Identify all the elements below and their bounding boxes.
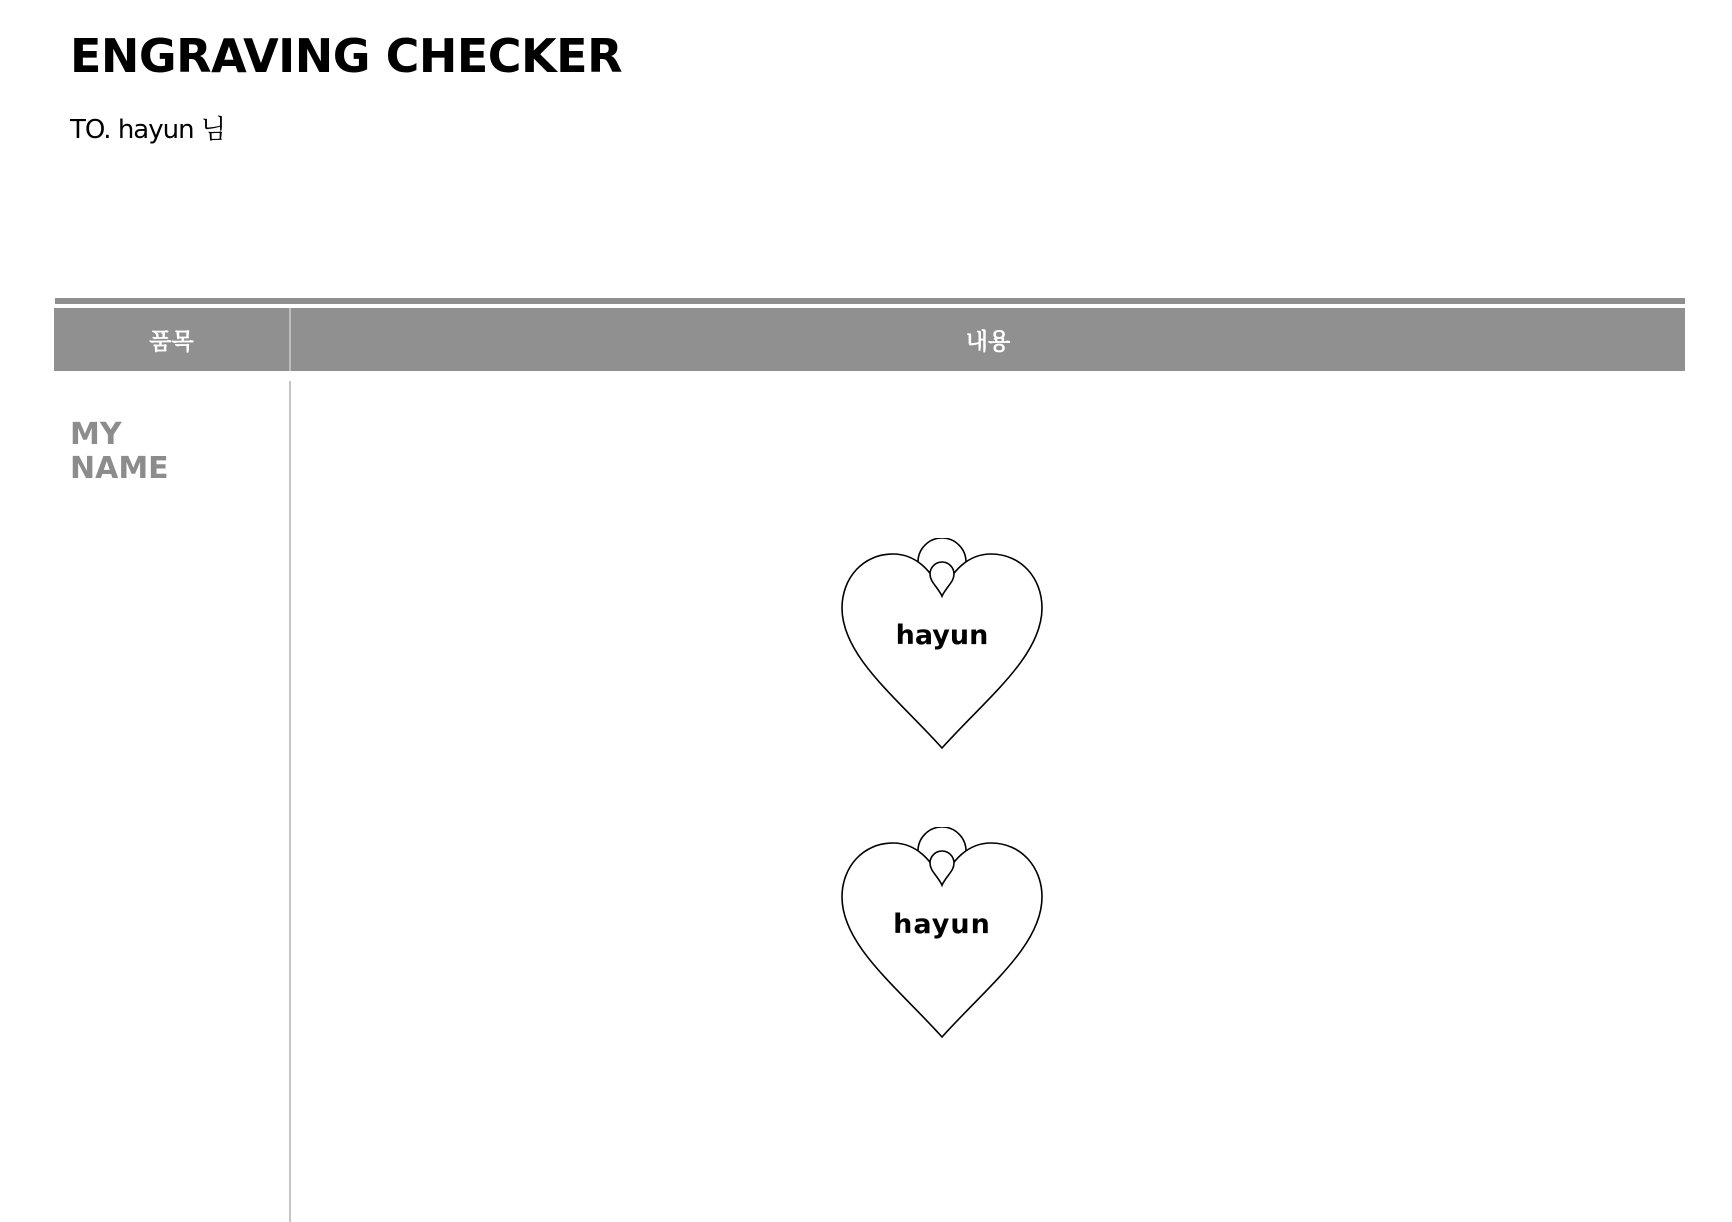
- heart-preview-2: [837, 827, 1047, 1047]
- table-header-row: [54, 308, 1685, 371]
- column-divider: [289, 381, 291, 1222]
- item-label-my-name: [70, 418, 270, 486]
- top-rule-divider: [55, 298, 1685, 304]
- engraving-text: hayun: [893, 909, 991, 940]
- page-title: ENGRAVING CHECKER: [70, 29, 622, 83]
- recipient-line: TO. hayun 님: [70, 115, 225, 145]
- heart-preview-1: [837, 538, 1047, 758]
- header-item-column: 품목: [149, 329, 194, 355]
- item-label-text: MY NAME: [70, 417, 169, 486]
- engraving-text: hayun: [895, 620, 989, 651]
- header-content-column: 내용: [965, 329, 1011, 355]
